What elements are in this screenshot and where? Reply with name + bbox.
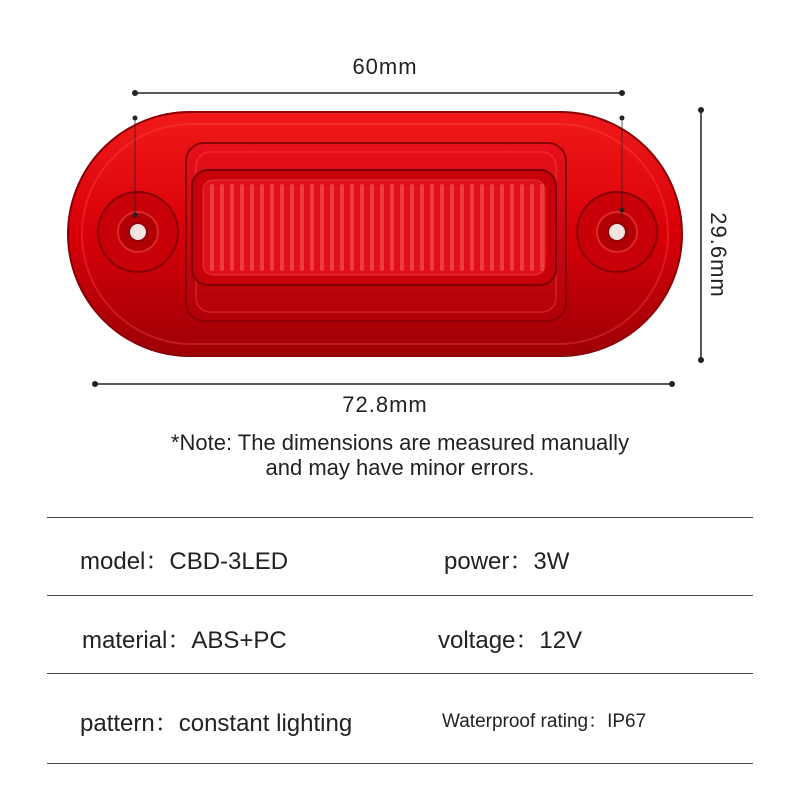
spec-separator: ： <box>588 711 608 732</box>
lens-rib <box>430 184 434 271</box>
dimension-line-bottom <box>92 381 675 387</box>
lens-rib <box>490 184 494 271</box>
lens-rib <box>450 184 454 271</box>
spec-label: Waterproof rating <box>442 711 589 732</box>
lens-rib <box>520 184 524 271</box>
lens-rib <box>260 184 264 271</box>
lens-rib <box>290 184 294 271</box>
mounting-hole-right <box>577 192 657 272</box>
dimension-line-right <box>698 107 704 363</box>
table-divider <box>47 595 753 596</box>
spec-voltage <box>438 620 582 655</box>
lens-rib <box>230 184 234 271</box>
lens-rib <box>390 184 394 271</box>
lens-rib <box>380 184 384 271</box>
lens-rib <box>240 184 244 271</box>
lens-rib <box>530 184 534 271</box>
lens-rib <box>310 184 314 271</box>
lens-rib <box>340 184 344 271</box>
lens-rib <box>440 184 444 271</box>
lens-rib <box>350 184 354 271</box>
spec-waterproof-rating <box>442 706 646 733</box>
spec-label: power <box>444 548 510 575</box>
table-divider <box>47 673 753 674</box>
lens-rib <box>540 184 544 271</box>
spec-value: 3W <box>533 548 570 575</box>
lens-rib <box>510 184 514 271</box>
lens-rib <box>420 184 424 271</box>
spec-value: ABS+PC <box>191 627 287 654</box>
table-divider <box>47 763 753 764</box>
spec-separator: ： <box>154 710 179 737</box>
marker-light <box>68 112 682 356</box>
spec-value: CBD-3LED <box>169 548 289 575</box>
lens-rib <box>480 184 484 271</box>
lens-rib <box>410 184 414 271</box>
spec-model <box>80 541 288 576</box>
mounting-hole-left <box>98 192 178 272</box>
spec-separator: ： <box>509 548 534 575</box>
dimension-label-29-6mm: 29.6mm <box>706 212 731 298</box>
spec-label: pattern <box>80 710 155 737</box>
lens-rib <box>370 184 374 271</box>
spec-power <box>444 541 569 576</box>
lens-rib <box>360 184 364 271</box>
lens-rib <box>400 184 404 271</box>
spec-separator: ： <box>145 548 170 575</box>
dimension-line-top <box>132 90 625 96</box>
spec-pattern <box>80 703 352 738</box>
spec-label: voltage <box>438 627 516 654</box>
lens-rib <box>300 184 304 271</box>
dimension-label-72-8mm: 72.8mm <box>342 392 428 417</box>
spec-separator: ： <box>515 627 540 654</box>
lens-rib <box>280 184 284 271</box>
spec-label: material <box>82 627 168 654</box>
lens-rib <box>270 184 274 271</box>
lens-rib <box>330 184 334 271</box>
note-line-1: *Note: The dimensions are measured manually <box>170 430 630 455</box>
lens-rib <box>500 184 504 271</box>
table-divider <box>47 517 753 518</box>
spec-label: model <box>80 548 146 575</box>
spec-separator: ： <box>167 627 192 654</box>
spec-value: constant lighting <box>178 710 353 737</box>
spec-material <box>82 620 287 655</box>
spec-value: 12V <box>539 627 583 654</box>
spec-value: IP67 <box>607 711 647 732</box>
lens-rib <box>460 184 464 271</box>
lens-rib <box>220 184 224 271</box>
dimension-label-60mm: 60mm <box>352 54 418 79</box>
lens-rib <box>470 184 474 271</box>
lens-rib <box>210 184 214 271</box>
lens-rib <box>320 184 324 271</box>
note-line-2: and may have minor errors. <box>265 455 535 480</box>
lens-rib <box>250 184 254 271</box>
